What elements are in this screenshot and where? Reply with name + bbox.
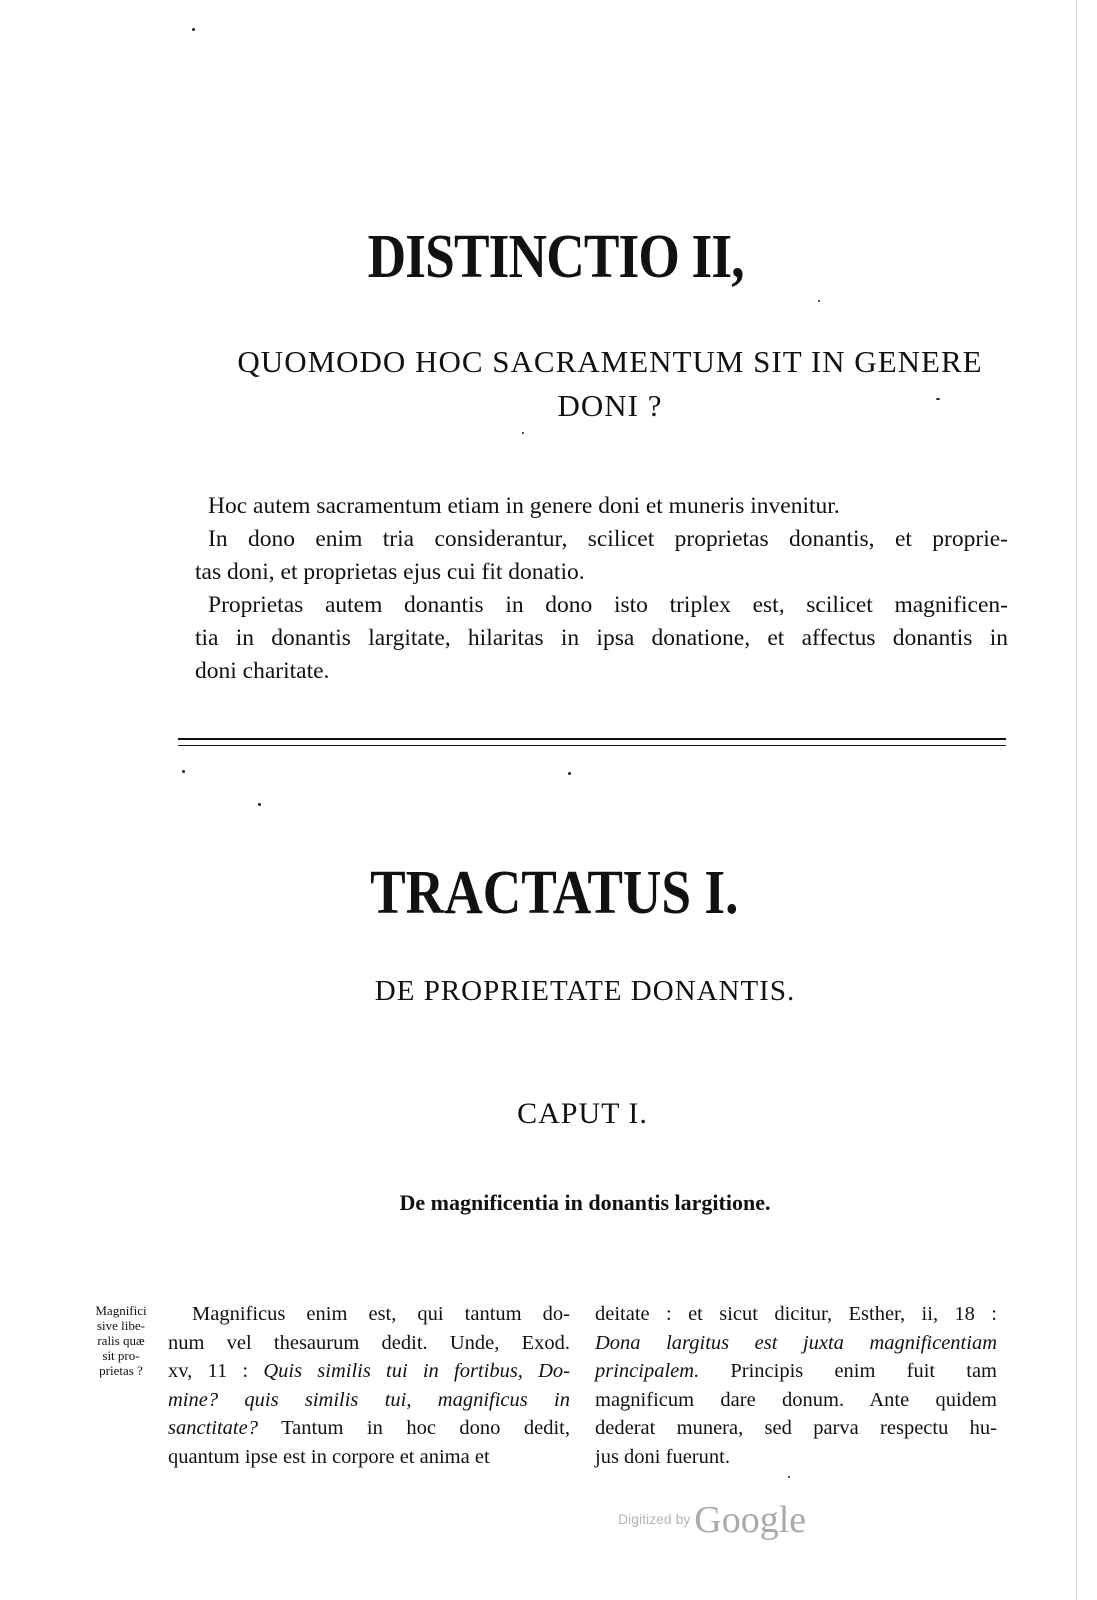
heading-caput: CAPUT I.	[517, 1097, 648, 1130]
column-line	[595, 1300, 997, 1329]
italic-quote: mine? quis similis tui, magnificus in	[168, 1388, 570, 1411]
intro-line: tia in donantis largitate, hilaritas in ipsa donatione, et affectus donantis in	[195, 625, 1008, 651]
page-edge	[1076, 0, 1077, 1600]
line-text: magnificum dare donum. Ante quidem	[595, 1388, 997, 1411]
watermark-prefix: Digitized by	[618, 1511, 691, 1527]
column-line	[168, 1443, 570, 1472]
column-line	[168, 1357, 570, 1386]
intro-line: In dono enim tria considerantur, scilicet proprietas donantis, et proprie-	[208, 526, 1008, 552]
column-line	[595, 1386, 997, 1415]
line-text: Principis enim fuit tam	[699, 1360, 997, 1382]
heading-distinctio: DISTINCTIO II,	[367, 223, 744, 291]
line-text: quantum ipse est in corpore et anima et	[168, 1445, 490, 1468]
margin-note-line: Magnifici	[95, 1303, 147, 1318]
left-column	[168, 1300, 570, 1471]
heading-quomodo-line: DONI ?	[557, 388, 663, 423]
intro-paragraphs	[195, 490, 1008, 688]
column-line	[595, 1414, 997, 1443]
heading-tractatus: TRACTATUS I.	[370, 859, 739, 927]
section-rule	[178, 738, 1006, 740]
print-speck	[258, 803, 261, 806]
column-line	[595, 1329, 997, 1358]
intro-line: Hoc autem sacramentum etiam in genere doni et muneris invenitur.	[208, 493, 840, 519]
line-text: dederat munera, sed parva respectu hu-	[595, 1417, 997, 1439]
print-speck	[192, 28, 195, 31]
line-text: jus doni fuerunt.	[595, 1445, 730, 1468]
line-text: deitate : et sicut dicitur, Esther, ii, 18 :	[595, 1303, 997, 1325]
margin-note	[86, 1303, 156, 1378]
italic-quote: Quis similis tui in fortibus, Do-	[263, 1360, 571, 1382]
margin-note-line: prietas ?	[99, 1363, 143, 1378]
google-logo: Google	[694, 1499, 807, 1541]
column-line	[595, 1357, 997, 1386]
column-line	[168, 1329, 570, 1358]
heading-de-magnificentia: De magnificentia in donantis largitione.	[399, 1190, 771, 1215]
line-text: num vel thesaurum dedit. Unde, Exod.	[168, 1331, 570, 1354]
margin-note-line: sive libe-	[96, 1318, 145, 1333]
section-rule-thin	[178, 745, 1006, 746]
heading-quomodo-line: QUOMODO HOC SACRAMENTUM SIT IN GENERE	[237, 344, 983, 379]
intro-line: doni charitate.	[195, 658, 330, 684]
print-speck	[788, 1476, 790, 1478]
margin-note-line: ralis quæ	[97, 1333, 145, 1348]
italic-quote: principalem.	[595, 1360, 700, 1382]
heading-quomodo	[215, 340, 1005, 428]
line-text: Tantum in hoc dono dedit,	[257, 1417, 570, 1439]
italic-quote: sanctitate?	[168, 1417, 258, 1439]
column-line	[168, 1300, 570, 1329]
right-column	[595, 1300, 997, 1471]
margin-note-line: sit pro-	[102, 1348, 140, 1363]
italic-quote: Dona largitus est juxta magnificentiam	[595, 1331, 997, 1354]
print-speck	[936, 398, 940, 400]
digitized-watermark	[618, 1498, 806, 1542]
line-text: xv, 11 :	[168, 1360, 264, 1382]
print-speck	[568, 772, 571, 775]
intro-line: Proprietas autem donantis in dono isto triplex est, scilicet magnificen-	[208, 592, 1008, 618]
print-speck	[522, 432, 524, 434]
column-line	[168, 1386, 570, 1415]
line-text: Magnificus enim est, qui tantum do-	[192, 1303, 570, 1325]
heading-de-proprietate: DE PROPRIETATE DONANTIS.	[374, 975, 796, 1007]
print-speck	[818, 300, 820, 302]
column-line	[595, 1443, 997, 1472]
column-line	[168, 1414, 570, 1443]
intro-line: tas doni, et proprietas ejus cui fit donatio.	[195, 559, 585, 585]
print-speck	[182, 770, 185, 773]
